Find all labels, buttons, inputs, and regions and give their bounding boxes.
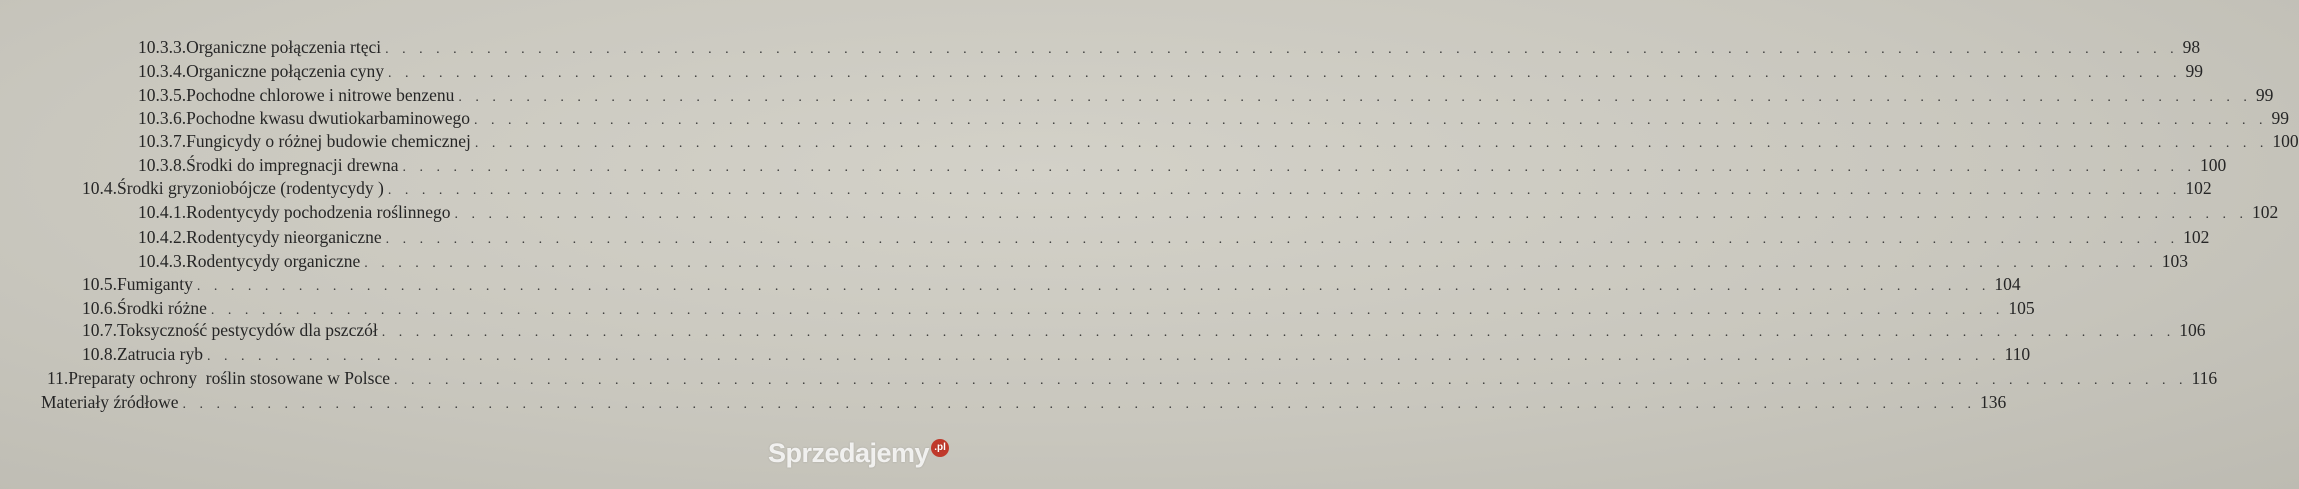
toc-entry-page: 103: [2161, 251, 2189, 271]
toc-dot-leader: . . . . . . . . . . . . . . . . . . . . . . . . . . . . . . . . . . . . . . . . . . . . . . . . . . . . . . . . . . . . . . . . . . . . . . . . . . . . . . . . . . . . . . . . . . . . . . . . . . . . . . . . . .: [474, 136, 2269, 151]
toc-entry-page: 102: [2185, 178, 2212, 198]
toc-entry: [138, 60, 2204, 82]
toc-entry-page: 110: [2004, 344, 2031, 364]
toc-dot-leader: . . . . . . . . . . . . . . . . . . . . . . . . . . . . . . . . . . . . . . . . . . . . . . . . . . . . . . . . . . . . . . . . . . . . . . . . . . . . . . . . . . . . . . . . . . . . . . . . . . . . . . . . . .: [364, 256, 2158, 271]
toc-entry-page: 102: [2183, 227, 2210, 247]
toc-entry: [82, 273, 2021, 295]
toc-entry: [82, 319, 2206, 341]
toc-dot-leader: . . . . . . . . . . . . . . . . . . . . . . . . . . . . . . . . . . . . . . . . . . . . . . . . . . . . . . . . . . . . . . . . . . . . . . . . . . . . . . . . . . . . . . . . . . . . . . . . . . . . . . . . . .: [402, 160, 2197, 175]
toc-dot-leader: . . . . . . . . . . . . . . . . . . . . . . . . . . . . . . . . . . . . . . . . . . . . . . . . . . . . . . . . . . . . . . . . . . . . . . . . . . . . . . . . . . . . . . . . . . . . . . . . . . . . . . . . . .: [381, 325, 2176, 340]
toc-entry-number: 10.4.: [82, 178, 117, 198]
toc-entry-title: Materiały źródłowe: [41, 392, 179, 412]
toc-entry-page: 102: [2252, 202, 2279, 222]
watermark-badge: .pl: [931, 439, 949, 457]
toc-entry-page: 100: [2200, 155, 2227, 175]
toc-entry-number: 10.5.: [82, 274, 117, 294]
toc-entry-title: Preparaty ochrony roślin stosowane w Polsce: [68, 368, 390, 388]
toc-entry-title: Rodentycydy organiczne: [186, 251, 361, 271]
toc-entry: [138, 130, 2299, 152]
toc-entry-page: 99: [2185, 61, 2204, 81]
toc-entry-page: 99: [2271, 108, 2289, 128]
toc-dot-leader: . . . . . . . . . . . . . . . . . . . . . . . . . . . . . . . . . . . . . . . . . . . . . . . . . . . . . . . . . . . . . . . . . . . . . . . . . . . . . . . . . . . . . . . . . . . . . . . . . . . . . . . . . .: [210, 303, 2005, 318]
toc-entry-number: 10.7.: [82, 320, 117, 340]
toc-entry-number: 10.4.3.: [138, 251, 187, 271]
toc-entry-number: 10.6.: [82, 298, 117, 318]
toc-entry-title: Organiczne połączenia rtęci: [186, 37, 382, 57]
toc-entry-title: Rodentycydy nieorganiczne: [186, 227, 382, 247]
toc-entry-title: Rodentycydy pochodzenia roślinnego: [186, 202, 451, 222]
toc-entry-number: 10.3.7.: [138, 131, 187, 151]
toc-entry-number: 10.4.1.: [138, 202, 187, 222]
toc-entry: [47, 367, 2218, 389]
toc-entry: [138, 36, 2201, 58]
toc-dot-leader: . . . . . . . . . . . . . . . . . . . . . . . . . . . . . . . . . . . . . . . . . . . . . . . . . . . . . . . . . . . . . . . . . . . . . . . . . . . . . . . . . . . . . . . . . . . . . . . . . . . . . . . . . .: [387, 183, 2182, 198]
toc-dot-leader: . . . . . . . . . . . . . . . . . . . . . . . . . . . . . . . . . . . . . . . . . . . . . . . . . . . . . . . . . . . . . . . . . . . . . . . . . . . . . . . . . . . . . . . . . . . . . . . . . . . . . . . . . .: [196, 279, 1991, 294]
toc-entry-page: 116: [2191, 368, 2218, 388]
toc-entry-title: Organiczne połączenia cyny: [186, 61, 385, 81]
toc-entry: [82, 177, 2212, 199]
toc-entry: [138, 154, 2227, 176]
toc-dot-leader: . . . . . . . . . . . . . . . . . . . . . . . . . . . . . . . . . . . . . . . . . . . . . . . . . . . . . . . . . . . . . . . . . . . . . . . . . . . . . . . . . . . . . . . . . . . . . . . . . . . . . . . . . .: [207, 349, 2001, 364]
toc-entry-page: 99: [2255, 85, 2274, 105]
toc-entry-number: 10.8.: [82, 344, 117, 364]
toc-entry-title: Pochodne kwasu dwutiokarbaminowego: [186, 108, 470, 128]
toc-dot-leader: . . . . . . . . . . . . . . . . . . . . . . . . . . . . . . . . . . . . . . . . . . . . . . . . . . . . . . . . . . . . . . . . . . . . . . . . . . . . . . . . . . . . . . . . . . . . . . . . . . . . . . . . . .: [388, 66, 2182, 81]
toc-entry: [138, 84, 2274, 106]
toc-entry: [138, 107, 2289, 129]
toc-entry-title: Fungicydy o różnej budowie chemicznej: [186, 131, 471, 151]
toc-dot-leader: . . . . . . . . . . . . . . . . . . . . . . . . . . . . . . . . . . . . . . . . . . . . . . . . . . . . . . . . . . . . . . . . . . . . . . . . . . . . . . . . . . . . . . . . . . . . . . . . . . . . . . . . . .: [454, 207, 2249, 222]
toc-entry: [82, 297, 2035, 319]
toc-entry-title: Zatrucia ryb: [117, 344, 203, 364]
toc-entry-page: 98: [2182, 37, 2201, 57]
toc-entry: [138, 201, 2279, 223]
toc-entry-title: Środki gryzoniobójcze (rodentycydy ): [117, 178, 384, 198]
toc-entry-number: 10.3.5.: [138, 85, 187, 105]
toc-dot-leader: . . . . . . . . . . . . . . . . . . . . . . . . . . . . . . . . . . . . . . . . . . . . . . . . . . . . . . . . . . . . . . . . . . . . . . . . . . . . . . . . . . . . . . . . . . . . . . . . . . . . . . . . . .: [182, 397, 1977, 412]
toc-entry-number: 10.3.4.: [138, 61, 187, 81]
toc-dot-leader: . . . . . . . . . . . . . . . . . . . . . . . . . . . . . . . . . . . . . . . . . . . . . . . . . . . . . . . . . . . . . . . . . . . . . . . . . . . . . . . . . . . . . . . . . . . . . . . . . . . . . . . . . .: [473, 113, 2268, 128]
toc-entry-page: 105: [2008, 298, 2035, 318]
toc-entry: [138, 250, 2189, 272]
toc-dot-leader: . . . . . . . . . . . . . . . . . . . . . . . . . . . . . . . . . . . . . . . . . . . . . . . . . . . . . . . . . . . . . . . . . . . . . . . . . . . . . . . . . . . . . . . . . . . . . . . . . . . . . . . . . .: [393, 373, 2188, 388]
toc-entry-page: 100: [2272, 131, 2299, 151]
toc-entry-number: 10.3.6.: [138, 108, 187, 128]
toc-dot-leader: . . . . . . . . . . . . . . . . . . . . . . . . . . . . . . . . . . . . . . . . . . . . . . . . . . . . . . . . . . . . . . . . . . . . . . . . . . . . . . . . . . . . . . . . . . . . . . . . . . . . . . . . . .: [458, 90, 2252, 105]
toc-entry-title: Fumiganty: [117, 274, 193, 294]
toc-dot-leader: . . . . . . . . . . . . . . . . . . . . . . . . . . . . . . . . . . . . . . . . . . . . . . . . . . . . . . . . . . . . . . . . . . . . . . . . . . . . . . . . . . . . . . . . . . . . . . . . . . . . . . . . . .: [385, 232, 2180, 247]
toc-entry-number: 10.3.3.: [138, 37, 187, 57]
toc-entry-page: 136: [1980, 392, 2007, 412]
toc-entry-title: Środki różne: [117, 298, 207, 318]
watermark-text: Sprzedajemy: [768, 438, 930, 468]
toc-entry-title: Pochodne chlorowe i nitrowe benzenu: [186, 85, 455, 105]
toc-entry: [82, 343, 2031, 365]
toc-entry-title: Środki do impregnacji drewna: [186, 155, 399, 175]
toc-entry-page: 106: [2179, 320, 2206, 340]
toc-entry-number: 10.4.2.: [138, 227, 187, 247]
toc-entry: [138, 226, 2210, 248]
toc-entry-number: 11.: [47, 368, 69, 388]
sprzedajemy-watermark: [768, 438, 949, 469]
toc-entry: [41, 391, 2007, 413]
toc-entry-page: 104: [1994, 274, 2021, 294]
toc-dot-leader: . . . . . . . . . . . . . . . . . . . . . . . . . . . . . . . . . . . . . . . . . . . . . . . . . . . . . . . . . . . . . . . . . . . . . . . . . . . . . . . . . . . . . . . . . . . . . . . . . . . . . . . . . .: [385, 42, 2179, 57]
toc-entry-number: 10.3.8.: [138, 155, 187, 175]
toc-entry-title: Toksyczność pestycydów dla pszczół: [117, 320, 378, 340]
